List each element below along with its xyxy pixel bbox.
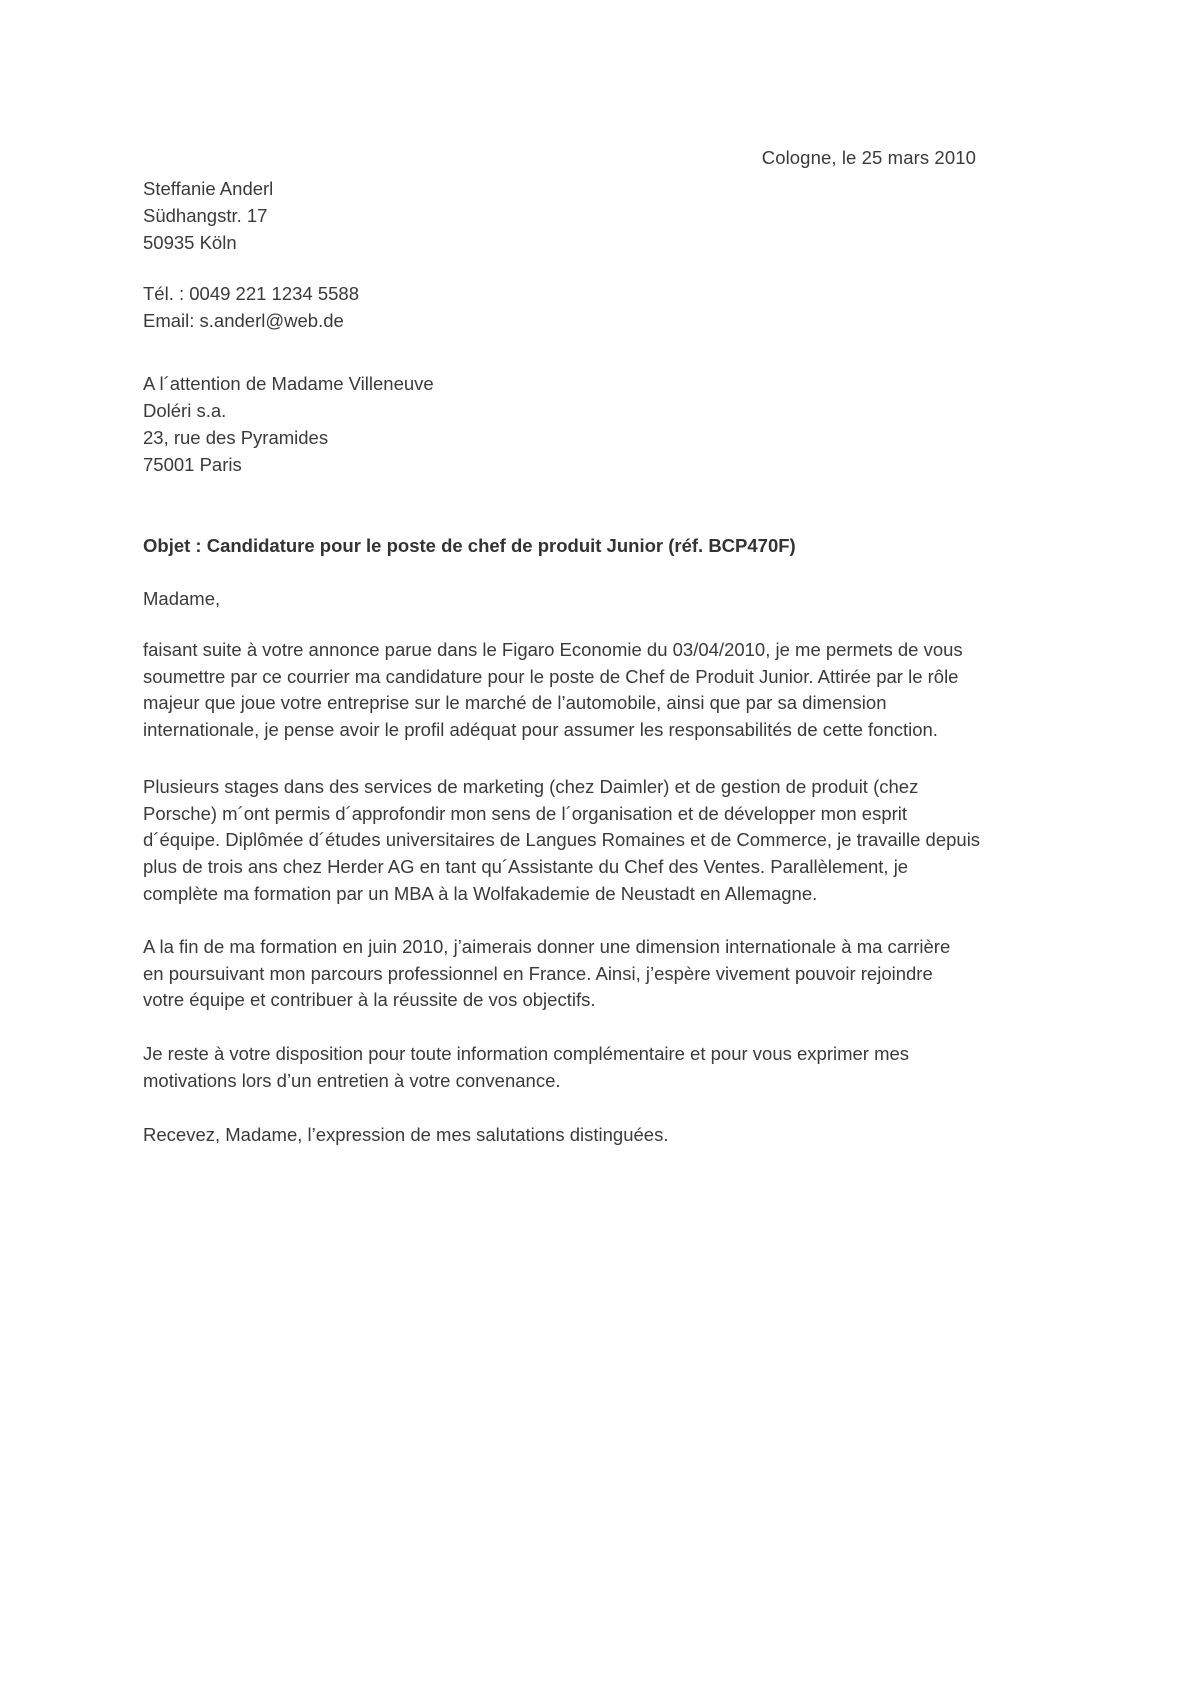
recipient-street: 23, rue des Pyramides	[143, 427, 329, 448]
paragraph-line: en poursuivant mon parcours professionnel en France. Ainsi, j’espère vivement pouvoir rejoindre	[143, 962, 933, 984]
paragraph-line: faisant suite à votre annonce parue dans le Figaro Economie du 03/04/2010, je me permets de vous	[143, 639, 963, 660]
sender-street: Südhangstr. 17	[143, 205, 268, 226]
letter-date: Cologne, le 25 mars 2010	[761, 147, 976, 168]
body-paragraph-4	[143, 1041, 1063, 1094]
recipient-company: Doléri s.a.	[143, 400, 227, 421]
paragraph-line: majeur que joue votre entreprise sur le marché de l’automobile, ainsi que par sa dimension	[143, 692, 887, 714]
body-paragraph-2	[143, 774, 1063, 908]
body-paragraph-1	[143, 637, 1063, 744]
sender-contact	[143, 280, 359, 334]
paragraph-line: A la fin de ma formation en juin 2010, j’aimerais donner une dimension internationale à ma carrière	[143, 936, 951, 957]
paragraph-line: Plusieurs stages dans des services de marketing (chez Daimler) et de gestion de produit (chez	[143, 776, 919, 797]
paragraph-line: internationale, je pense avoir le profil adéquat pour assumer les responsabilités de cette fonction.	[143, 719, 938, 741]
sender-email: Email: s.anderl@web.de	[143, 310, 344, 331]
letter-closing: Recevez, Madame, l’expression de mes salutations distinguées.	[143, 1124, 669, 1145]
recipient-address	[143, 370, 434, 478]
sender-phone: Tél. : 0049 221 1234 5588	[143, 283, 360, 304]
paragraph-line: complète ma formation par un MBA à la Wolfakademie de Neustadt en Allemagne.	[143, 882, 818, 904]
paragraph-line: soumettre par ce courrier ma candidature pour le poste de Chef de Produit Junior. Attirée par le rôle	[143, 665, 959, 687]
sender-address	[143, 175, 273, 256]
letter-salutation: Madame,	[143, 588, 221, 609]
recipient-city: 75001 Paris	[143, 454, 242, 475]
letter-subject: Objet : Candidature pour le poste de chef de produit Junior (réf. BCP470F)	[143, 535, 796, 556]
sender-city: 50935 Köln	[143, 232, 237, 253]
paragraph-line: motivations lors d’un entretien à votre convenance.	[143, 1069, 561, 1091]
paragraph-line: Porsche) m´ont permis d´approfondir mon sens de l´organisation et de développer mon esprit	[143, 802, 908, 824]
paragraph-line: Je reste à votre disposition pour toute information complémentaire et pour vous exprimer mes	[143, 1043, 910, 1064]
paragraph-line: d´équipe. Diplômée d´études universitaires de Langues Romaines et de Commerce, je travaille depuis	[143, 829, 981, 851]
recipient-attention: A l´attention de Madame Villeneuve	[143, 373, 434, 394]
sender-name: Steffanie Anderl	[143, 178, 274, 199]
paragraph-line: plus de trois ans chez Herder AG en tant qu´Assistante du Chef des Ventes. Parallèlement, je	[143, 856, 909, 878]
paragraph-line: votre équipe et contribuer à la réussite de vos objectifs.	[143, 989, 596, 1011]
body-paragraph-3	[143, 934, 1063, 1014]
